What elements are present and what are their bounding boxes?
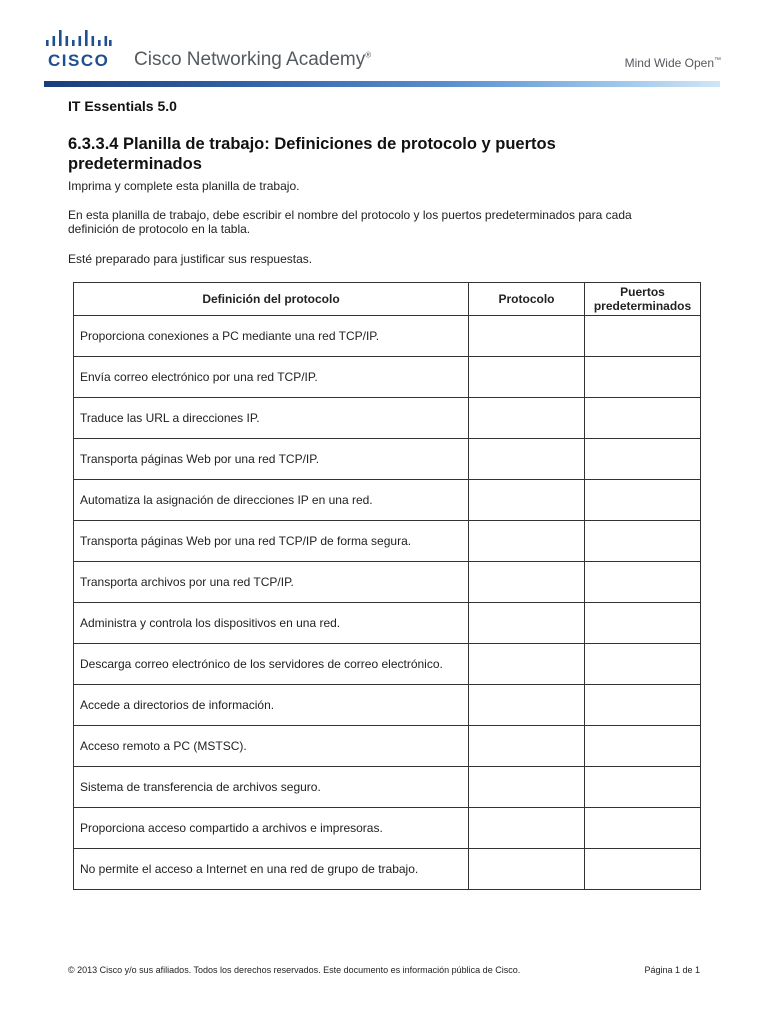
- table-row: [74, 808, 701, 849]
- definition-cell: Envía correo electrónico por una red TCP/IP.: [74, 357, 469, 398]
- ports-answer-cell[interactable]: [585, 357, 701, 398]
- protocol-answer-cell[interactable]: [469, 398, 585, 439]
- protocol-answer-cell[interactable]: [469, 316, 585, 357]
- table-header-row: [74, 283, 701, 316]
- justify-text: Esté preparado para justificar sus respuestas.: [68, 252, 313, 266]
- header-definition: Definición del protocolo: [74, 283, 469, 316]
- table-row: [74, 521, 701, 562]
- tagline-text: Mind Wide Open: [624, 56, 714, 70]
- protocol-answer-cell[interactable]: [469, 849, 585, 890]
- page-header: [0, 0, 768, 90]
- protocol-answer-cell[interactable]: [469, 439, 585, 480]
- definition-cell: Automatiza la asignación de direcciones IP en una red.: [74, 480, 469, 521]
- protocol-answer-cell[interactable]: [469, 726, 585, 767]
- header-ports: Puertos predeterminados: [585, 283, 701, 316]
- ports-answer-cell[interactable]: [585, 603, 701, 644]
- ports-answer-cell[interactable]: [585, 521, 701, 562]
- course-name: IT Essentials 5.0: [68, 98, 177, 114]
- definition-cell: Acceso remoto a PC (MSTSC).: [74, 726, 469, 767]
- ports-answer-cell[interactable]: [585, 439, 701, 480]
- protocol-answer-cell[interactable]: [469, 603, 585, 644]
- registered-mark: ®: [365, 50, 372, 60]
- ports-answer-cell[interactable]: [585, 767, 701, 808]
- instruction-text: Imprima y complete esta planilla de trabajo.: [68, 179, 300, 193]
- definition-cell: Proporciona conexiones a PC mediante una red TCP/IP.: [74, 316, 469, 357]
- protocol-answer-cell[interactable]: [469, 767, 585, 808]
- trademark-mark: ™: [714, 57, 721, 64]
- cisco-logo-icon: [46, 30, 112, 50]
- ports-answer-cell[interactable]: [585, 316, 701, 357]
- table-row: [74, 603, 701, 644]
- footer-page-number: Página 1 de 1: [644, 965, 700, 975]
- tagline: [625, 56, 721, 70]
- page-title: 6.3.3.4 Planilla de trabajo: Definiciones de protocolo y puertos predeterminados: [68, 135, 556, 173]
- table-row: [74, 398, 701, 439]
- header-gradient-bar: [44, 81, 720, 87]
- definition-cell: Accede a directorios de información.: [74, 685, 469, 726]
- table-row: [74, 439, 701, 480]
- ports-answer-cell[interactable]: [585, 849, 701, 890]
- protocol-answer-cell[interactable]: [469, 685, 585, 726]
- ports-answer-cell[interactable]: [585, 726, 701, 767]
- ports-answer-cell[interactable]: [585, 808, 701, 849]
- table-row: [74, 316, 701, 357]
- cisco-wordmark: CISCO: [48, 51, 110, 70]
- description-text: En esta planilla de trabajo, debe escribir el nombre del protocolo y los puertos predeterminados para cada definición de protocolo en la tabla.: [68, 208, 632, 236]
- footer-copyright: © 2013 Cisco y/o sus afiliados. Todos los derechos reservados. Este documento es información pública de Cisco.: [68, 965, 521, 975]
- definition-cell: Sistema de transferencia de archivos seguro.: [74, 767, 469, 808]
- protocol-answer-cell[interactable]: [469, 480, 585, 521]
- protocol-answer-cell[interactable]: [469, 562, 585, 603]
- protocol-answer-cell[interactable]: [469, 644, 585, 685]
- ports-answer-cell[interactable]: [585, 562, 701, 603]
- table-row: [74, 644, 701, 685]
- protocol-answer-cell[interactable]: [469, 808, 585, 849]
- table-row: [74, 480, 701, 521]
- protocol-answer-cell[interactable]: [469, 521, 585, 562]
- definition-cell: Traduce las URL a direcciones IP.: [74, 398, 469, 439]
- header-protocol: Protocolo: [469, 283, 585, 316]
- ports-answer-cell[interactable]: [585, 685, 701, 726]
- definition-cell: Proporciona acceso compartido a archivos e impresoras.: [74, 808, 469, 849]
- table-row: [74, 767, 701, 808]
- academy-name: [134, 49, 371, 71]
- academy-name-text: Cisco Networking Academy: [134, 49, 366, 70]
- table-row: [74, 685, 701, 726]
- table-row: [74, 849, 701, 890]
- ports-answer-cell[interactable]: [585, 644, 701, 685]
- table-row: [74, 726, 701, 767]
- definition-cell: Transporta páginas Web por una red TCP/IP.: [74, 439, 469, 480]
- protocol-table: [73, 282, 701, 890]
- protocol-answer-cell[interactable]: [469, 357, 585, 398]
- definition-cell: Administra y controla los dispositivos en una red.: [74, 603, 469, 644]
- ports-answer-cell[interactable]: [585, 398, 701, 439]
- ports-answer-cell[interactable]: [585, 480, 701, 521]
- definition-cell: Descarga correo electrónico de los servidores de correo electrónico.: [74, 644, 469, 685]
- definition-cell: No permite el acceso a Internet en una red de grupo de trabajo.: [74, 849, 469, 890]
- definition-cell: Transporta páginas Web por una red TCP/IP de forma segura.: [74, 521, 469, 562]
- table-row: [74, 562, 701, 603]
- definition-cell: Transporta archivos por una red TCP/IP.: [74, 562, 469, 603]
- table-row: [74, 357, 701, 398]
